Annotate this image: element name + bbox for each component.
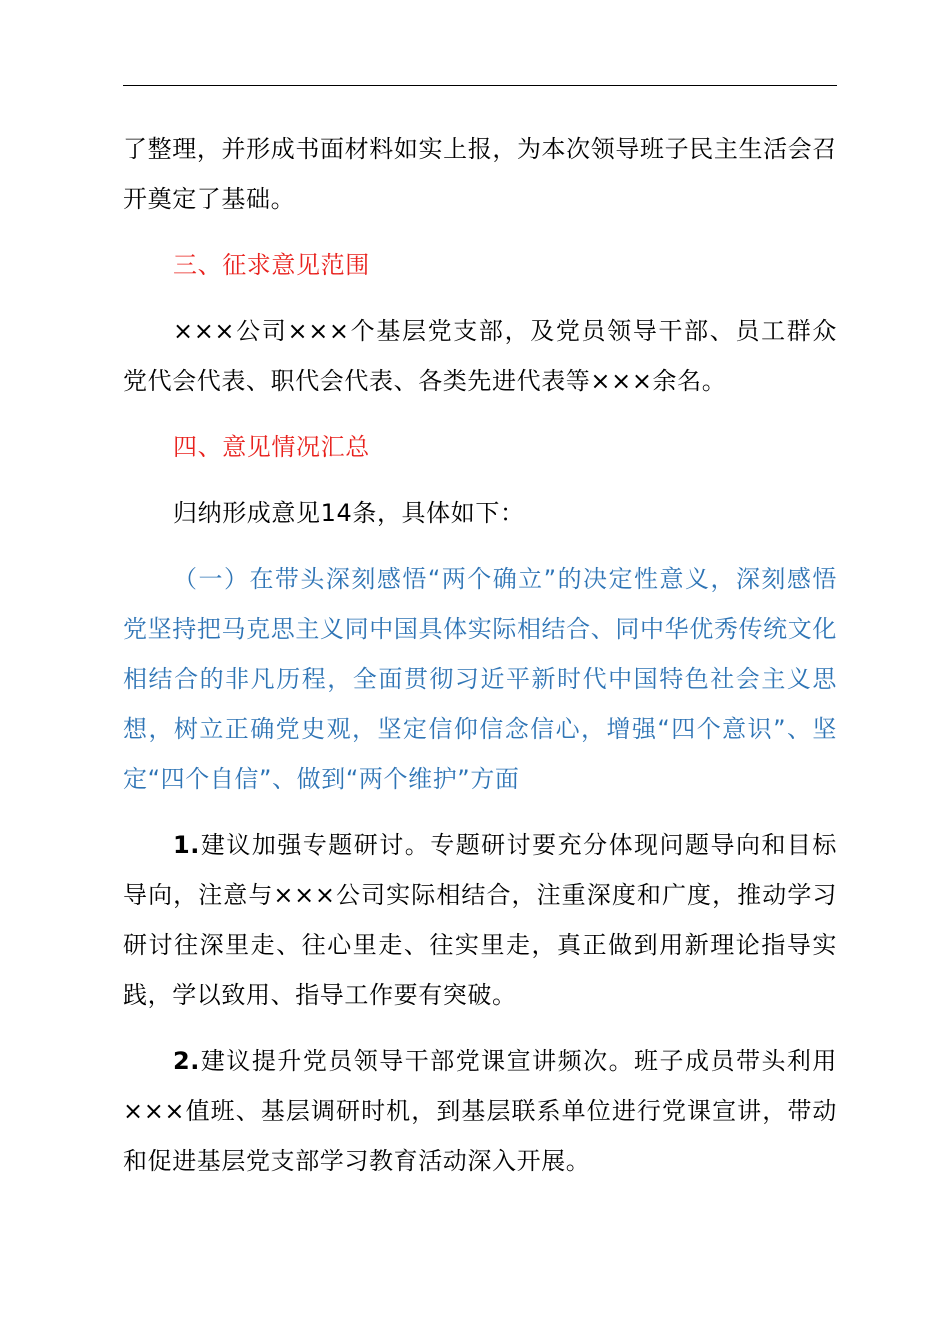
document-body	[123, 124, 837, 1186]
list-item-text: 建议提升党员领导干部党课宣讲频次。班子成员带头利用×××值班、基层调研时机，到基层联系单位进行党课宣讲，带动和促进基层党支部学习教育活动深入开展。	[123, 1047, 837, 1175]
section-heading-summary: 四、意见情况汇总	[173, 433, 370, 461]
section-heading-scope: 三、征求意见范围	[173, 251, 370, 279]
paragraph-summary-intro: 归纳形成意见14条，具体如下：	[173, 499, 525, 527]
subheading-one: （一）在带头深刻感悟“两个确立”的决定性意义，深刻感悟党坚持把马克思主义同中国具体实际相结合、同中华优秀传统文化相结合的非凡历程，全面贯彻习近平新时代中国特色社会主义思想，树立正确党史观，坚定信仰信念信心，增强“四个意识”、坚定“四个自信”、做到“两个维护”方面	[123, 565, 837, 793]
header-rule	[123, 85, 837, 86]
list-item-number: 1.	[173, 831, 201, 859]
list-item-number: 2.	[173, 1047, 201, 1075]
list-item-1	[123, 820, 837, 1020]
paragraph-scope: ×××公司×××个基层党支部，及党员领导干部、员工群众党代会代表、职代会代表、各类先进代表等×××余名。	[123, 317, 837, 395]
list-item-2	[123, 1036, 837, 1186]
paragraph-continuation: 了整理，并形成书面材料如实上报，为本次领导班子民主生活会召开奠定了基础。	[123, 135, 837, 213]
list-item-text: 建议加强专题研讨。专题研讨要充分体现问题导向和目标导向，注意与×××公司实际相结合，注重深度和广度，推动学习研讨往深里走、往心里走、往实里走，真正做到用新理论指导实践，学以致用、指导工作要有突破。	[123, 831, 837, 1009]
